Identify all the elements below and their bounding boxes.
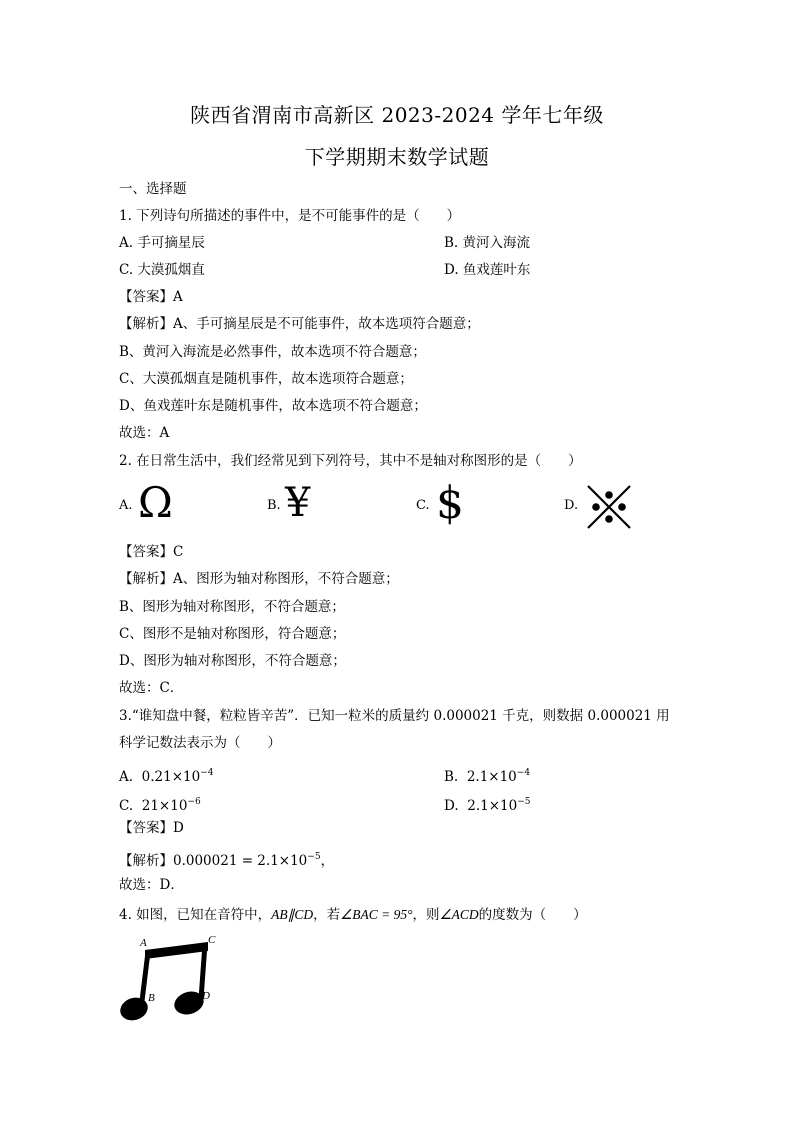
figure-label-b: B [148, 992, 155, 1004]
crossed-dots-symbol-icon [584, 483, 634, 531]
q3-analysis: 【解析】$0.000021 = 2.1\times 10^{-5}$， [119, 852, 335, 869]
yen-symbol-icon: ¥ [285, 480, 311, 526]
q3-option-c: C. $21\times 10^{-6}$ [119, 797, 201, 814]
q1-option-c: C. 大漠孤烟直 [119, 262, 205, 278]
note-head-b [117, 994, 150, 1024]
q1-conclusion: 故选：A [119, 425, 170, 441]
figure-label-a: A [140, 937, 147, 949]
q1-option-a: A. 手可摘星辰 [119, 235, 205, 251]
figure-label-d: D [202, 990, 210, 1002]
q1-analysis-line: D、鱼戏莲叶东是随机事件，故本选项不符合题意； [119, 398, 427, 414]
q1-stem: 1. 下列诗句所描述的事件中，是不可能事件的是（ ） [119, 208, 461, 224]
q2-analysis-line: C、图形不是轴对称图形，符合题意； [119, 626, 346, 642]
q1-option-b: B. 黄河入海流 [444, 235, 531, 251]
q2-analysis-line: 【解析】A、图形为轴对称图形，不符合题意； [119, 571, 399, 587]
q3-stem-line2: 科学记数法表示为（ ） [119, 735, 281, 751]
q2-analysis-line: B、图形为轴对称图形，不符合题意； [119, 599, 345, 615]
q3-stem-line1: 3.“谁知盘中餐，粒粒皆辛苦”．已知一粒米的质量约 0.000021 千克，则数据 0.000021 用 [119, 708, 670, 724]
q2-answer: 【答案】C [119, 544, 184, 560]
music-note-figure [112, 930, 232, 1025]
q1-analysis-line: C、大漠孤烟直是随机事件，故本选项符合题意； [119, 371, 413, 387]
q2-option-c-label: C. [416, 498, 430, 513]
q2-stem: 2. 在日常生活中，我们经常见到下列符号，其中不是轴对称图形的是（ ） [119, 453, 582, 469]
q3-answer: 【答案】D [119, 820, 184, 836]
q1-analysis-line: 【解析】A、手可摘星辰是不可能事件，故本选项符合题意； [119, 316, 480, 332]
q1-answer: 【答案】A [119, 289, 183, 305]
q4-stem: 4. 如图，已知在音符中，AB∥CD，若∠BAC = 95°，则∠ACD的度数为（ ） [119, 907, 587, 923]
q3-option-b: B. $2.1\times 10^{-4}$ [444, 768, 531, 785]
doc-title-line1: 陕西省渭南市高新区 2023-2024 学年七年级 [190, 103, 604, 127]
q3-option-a: A. $0.21\times 10^{-4}$ [119, 768, 214, 785]
q3-option-d: D. $2.1\times 10^{-5}$ [444, 797, 531, 814]
doc-title-line2: 下学期期末数学试题 [304, 145, 490, 169]
q2-option-d-label: D. [564, 498, 579, 513]
figure-label-c: C [208, 934, 216, 946]
q1-analysis-line: B、黄河入海流是必然事件，故本选项不符合题意； [119, 344, 426, 360]
omega-symbol-icon: Ω [138, 478, 173, 527]
q1-option-d: D. 鱼戏莲叶东 [444, 262, 531, 278]
dollar-symbol-icon: $ [436, 478, 464, 529]
section-heading: 一、选择题 [119, 181, 187, 197]
q2-option-a-label: A. [119, 498, 133, 513]
q2-option-b-label: B. [267, 498, 281, 513]
note-beam [145, 942, 208, 959]
q2-analysis-line: D、图形为轴对称图形，不符合题意； [119, 653, 346, 669]
q3-conclusion: 故选：D． [119, 877, 184, 893]
q2-conclusion: 故选：C． [119, 680, 184, 696]
